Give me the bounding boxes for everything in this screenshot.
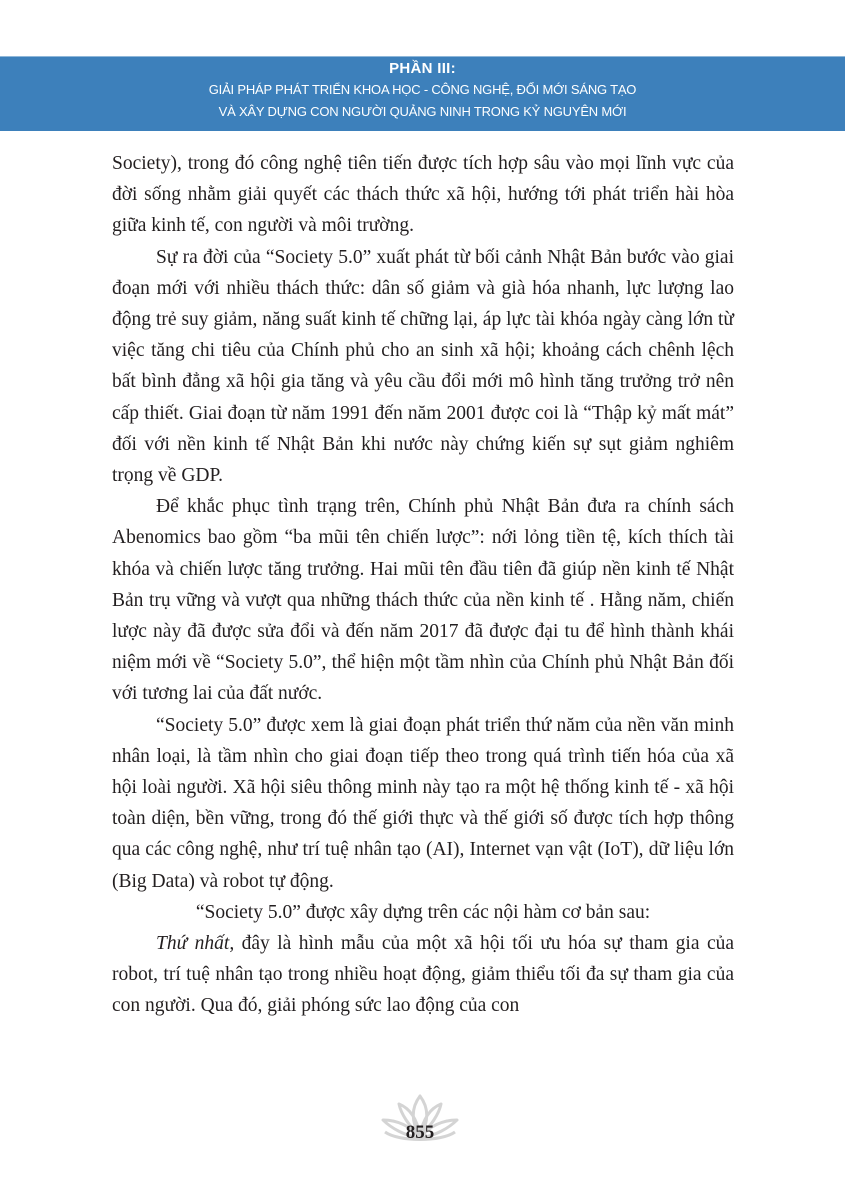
paragraph-definition: “Society 5.0” được xem là giai đoạn phát triển thứ năm của nền văn minh nhân loại, là tầm nhìn cho giai đoạn tiếp theo trong quá trình tiến hóa của xã hội loài người. Xã hội siêu thông minh này tạo ra một hệ thống kinh tế - xã hội toàn diện, bền vững, trong đó thế giới thực và thế giới số được tích hợp thông qua các công nghệ, như trí tuệ nhân tạo (AI), Internet vạn vật (IoT), dữ liệu lớn (Big Data) và robot tự động.	[112, 714, 734, 892]
paragraph-first-point	[112, 928, 734, 1022]
header-subtitle-line-2: VÀ XÂY DỰNG CON NGƯỜI QUẢNG NINH TRONG KỶ NGUYÊN MỚI	[218, 104, 627, 119]
chapter-header-band	[0, 56, 845, 131]
paragraph-intro-list: “Society 5.0” được xây dựng trên các nội hàm cơ bản sau:	[195, 901, 651, 923]
paragraph-origin: Sự ra đời của “Society 5.0” xuất phát từ bối cảnh Nhật Bản bước vào giai đoạn mới với nhiều thách thức: dân số giảm và già hóa nhanh, lực lượng lao động trẻ suy giảm, năng suất kinh tế chững lại, áp lực tài khóa ngày càng lớn từ việc tăng chi tiêu của Chính phủ cho an sinh xã hội; khoảng cách chênh lệch bất bình đẳng xã hội gia tăng và yêu cầu đổi mới mô hình tăng trưởng trở nên cấp thiết. Giai đoạn từ năm 1991 đến năm 2001 được coi là “Thập kỷ mất mát” đối với nền kinh tế Nhật Bản khi nước này chứng kiến sự sụt giảm nghiêm trọng về GDP.	[112, 246, 734, 487]
page-body	[112, 148, 734, 1022]
part-title: PHẦN III:	[389, 60, 456, 77]
header-subtitle-line-1: GIẢI PHÁP PHÁT TRIỂN KHOA HỌC - CÔNG NGHỆ, ĐỔI MỚI SÁNG TẠO	[208, 82, 637, 97]
page-footer	[365, 1092, 475, 1152]
first-point-lead: Thứ nhất,	[156, 933, 235, 955]
paragraph-continuation: Society), trong đó công nghệ tiên tiến được tích hợp sâu vào mọi lĩnh vực của đời sống nhằm giải quyết các thách thức xã hội, hướng tới phát triển hài hòa giữa kinh tế, con người và môi trường.	[112, 153, 734, 237]
paragraph-abenomics: Để khắc phục tình trạng trên, Chính phủ Nhật Bản đưa ra chính sách Abenomics bao gồm “ba mũi tên chiến lược”: nới lỏng tiền tệ, kích thích tài khóa và chiến lược tăng trưởng. Hai mũi tên đầu tiên đã giúp nền kinh tế Nhật Bản trụ vững và vượt qua những thách thức của nền kinh tế . Hằng năm, chiến lược này đã được sửa đổi và đến năm 2017 đã được đại tu để hình thành khái niệm mới về “Society 5.0”, thể hiện một tầm nhìn của Chính phủ Nhật Bản đối với tương lai của đất nước.	[112, 496, 734, 705]
first-point-text: đây là hình mẫu của một xã hội tối ưu hóa sự tham gia của robot, trí tuệ nhân tạo trong nhiều hoạt động, giảm thiểu tối đa sự tham gia của con người. Qua đó, giải phóng sức lao động của con	[112, 933, 734, 1017]
page-number: 855	[405, 1122, 435, 1143]
